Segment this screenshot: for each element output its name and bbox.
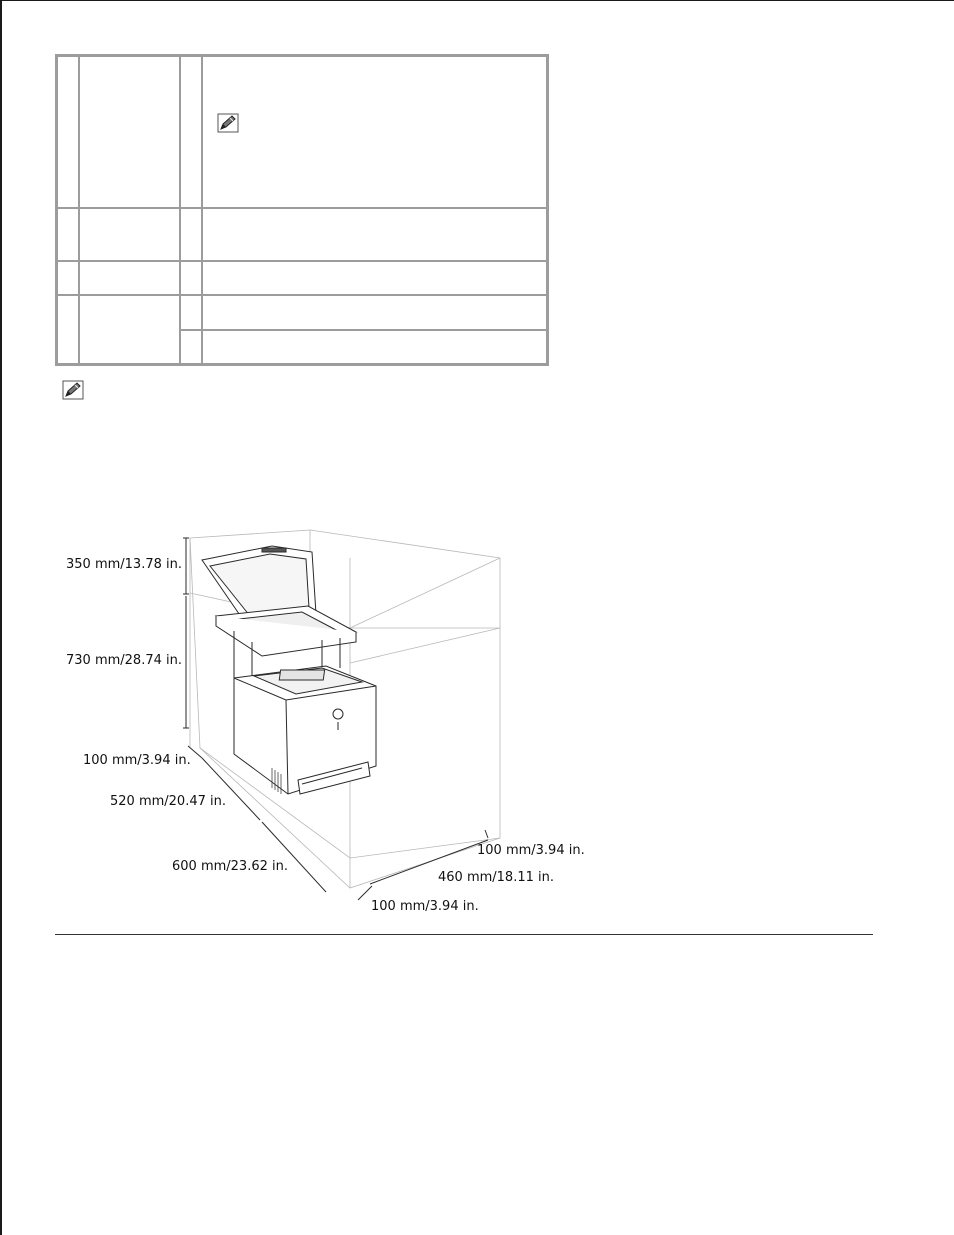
note-pencil-icon — [62, 380, 84, 400]
dim-label-depth: 520 mm/20.47 in. — [110, 794, 226, 809]
table-row — [57, 56, 547, 208]
table-cell — [57, 261, 79, 295]
table-cell — [202, 56, 547, 208]
note-pencil-icon — [217, 113, 239, 133]
table-cell — [57, 208, 79, 261]
page-frame-left — [0, 0, 2, 1235]
spec-table — [55, 54, 549, 366]
table-cell — [79, 261, 181, 295]
table-cell — [180, 295, 202, 330]
table-cell — [180, 261, 202, 295]
table-cell — [202, 261, 547, 295]
table-row — [57, 208, 547, 261]
table-row — [57, 295, 547, 330]
table-cell — [79, 208, 181, 261]
table-cell — [79, 295, 181, 364]
table-cell — [57, 295, 79, 364]
table-cell — [202, 295, 547, 330]
dim-label-height: 730 mm/28.74 in. — [66, 653, 182, 668]
dim-label-front-clearance: 600 mm/23.62 in. — [172, 859, 288, 874]
page-frame-top — [0, 0, 954, 1]
table-cell — [180, 56, 202, 208]
table-cell — [180, 330, 202, 364]
section-divider — [55, 934, 873, 935]
table-cell — [180, 208, 202, 261]
dim-label-top-clearance: 350 mm/13.78 in. — [66, 557, 182, 572]
dim-label-width: 460 mm/18.11 in. — [438, 870, 554, 885]
dim-label-left-rear-clearance: 100 mm/3.94 in. — [83, 753, 191, 768]
table-row — [57, 261, 547, 295]
printer-clearance-diagram — [40, 518, 600, 918]
dim-label-right-rear-clearance: 100 mm/3.94 in. — [477, 843, 585, 858]
table-cell — [202, 330, 547, 364]
dim-label-right-clearance: 100 mm/3.94 in. — [371, 899, 479, 914]
table-cell — [79, 56, 181, 208]
table-cell — [57, 56, 79, 208]
table-cell — [202, 208, 547, 261]
